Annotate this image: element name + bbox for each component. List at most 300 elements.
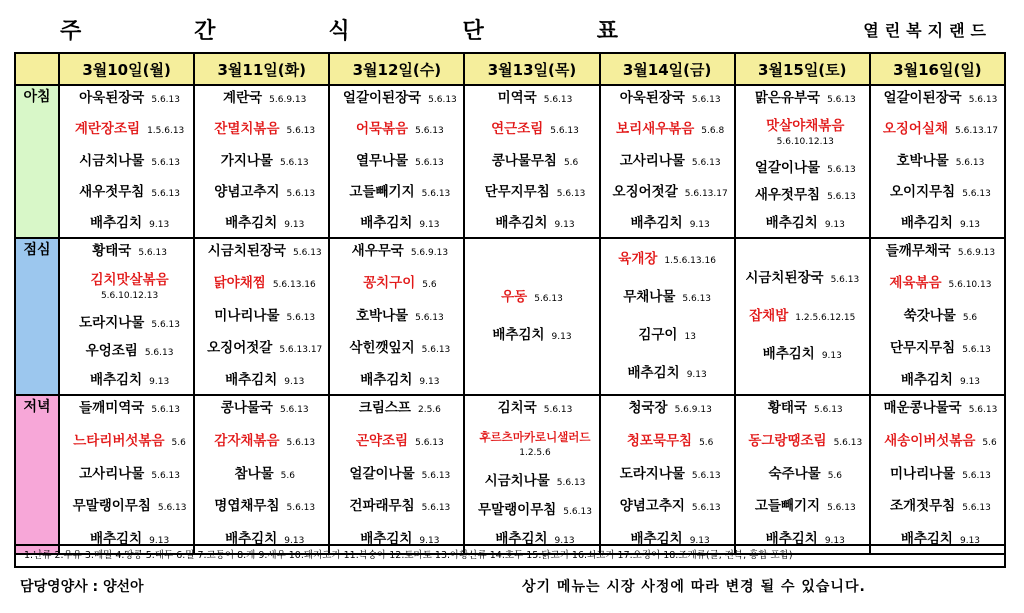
menu-item (611, 400, 730, 418)
corner-cell (15, 53, 59, 85)
dish-name: 황태국 (92, 243, 132, 259)
allergy-codes: 5.6.13 (962, 344, 991, 355)
dish-name: 양념고추지 (214, 183, 280, 200)
menu-item (475, 400, 594, 418)
menu-item (340, 215, 459, 233)
allergy-codes: 5.6.13 (962, 188, 991, 199)
menu-cell (329, 238, 464, 395)
menu-item (881, 400, 1000, 418)
allergy-codes: 5.6.10.12.13 (100, 290, 159, 301)
menu-cell (735, 238, 870, 395)
menu-cell (600, 85, 735, 238)
meal-row (15, 238, 1005, 395)
menu-item (475, 153, 594, 171)
allergy-codes: 5.6.13 (955, 157, 985, 168)
dish-name: 건파래무침 (349, 498, 415, 515)
weekly-menu-table (14, 52, 1006, 555)
allergy-codes: 5.6.13 (157, 503, 187, 514)
allergy-codes: 5.6.13 (833, 437, 863, 448)
menu-item (70, 498, 189, 516)
allergy-codes: 5.6 (171, 437, 186, 448)
menu-cell (194, 395, 329, 554)
dish-name: 잡채밥 (749, 307, 789, 324)
menu-item (746, 498, 865, 516)
allergy-codes: 2.5.6 (417, 405, 441, 415)
menu-item-list (871, 396, 1004, 553)
menu-item (340, 184, 459, 202)
menu-item-list (601, 86, 734, 237)
allergy-codes: 5.6.13 (827, 164, 856, 175)
allergy-codes: 1.5.6.13.16 (664, 255, 716, 266)
dish-name: 조개젓무침 (889, 498, 956, 515)
dish-name: 배추김치 (495, 215, 548, 231)
dish-name: 맛살야채볶음 (766, 117, 845, 134)
dish-name: 배추김치 (360, 372, 413, 388)
allergy-codes: 5.6 (563, 157, 579, 168)
menu-item (340, 90, 459, 108)
dish-name: 숙주나물 (768, 465, 821, 482)
allergy-codes: 5.6.13 (415, 437, 444, 448)
allergy-codes: 5.6.8 (701, 126, 725, 137)
menu-item-list (195, 86, 328, 237)
menu-item (746, 118, 865, 150)
allergy-codes: 5.6 (699, 437, 714, 448)
dish-name: 들깨미역국 (79, 400, 145, 416)
day-header: 3월11일(화) (194, 53, 329, 85)
dish-name: 계란국 (223, 90, 263, 106)
dish-name: 얼갈이된장국 (883, 90, 962, 106)
menu-item (881, 275, 1000, 293)
allergy-codes: 5.6 (962, 312, 978, 323)
dish-name: 닭야채찜 (213, 275, 266, 292)
allergy-codes: 1.2.5.6 (519, 448, 551, 459)
dish-name: 시금치된장국 (207, 243, 287, 259)
dish-name: 콩나물국 (220, 400, 273, 416)
dish-name: 배추김치 (225, 215, 278, 231)
dish-name: 청포묵무침 (626, 432, 693, 449)
day-header: 3월13일(목) (464, 53, 599, 85)
dish-name: 우엉조림 (85, 343, 138, 360)
menu-item (205, 498, 324, 516)
allergy-codes: 5.6.9.13 (269, 95, 307, 105)
day-header: 3월10일(월) (59, 53, 194, 85)
allergy-codes: 5.6 (827, 470, 843, 481)
allergy-codes: 1.2.5.6.12.15 (795, 312, 856, 323)
menu-item-list (465, 396, 598, 553)
allergy-codes: 5.6.13 (286, 188, 316, 199)
allergy-codes: 5.6.13 (151, 157, 180, 168)
menu-cell (329, 85, 464, 238)
allergy-codes: 5.6.13 (827, 503, 856, 514)
menu-item (611, 433, 730, 451)
dish-name: 배추김치 (762, 345, 815, 362)
dish-name: 매운콩나물국 (883, 400, 962, 416)
dish-name: 청국장 (628, 400, 668, 416)
menu-item (881, 498, 1000, 516)
allergy-codes: 5.6.13 (293, 248, 322, 258)
dish-name: 아욱된장국 (79, 90, 145, 106)
allergy-codes: 9.13 (419, 220, 440, 230)
dish-name: 어묵볶음 (355, 121, 409, 138)
allergy-codes: 5.6.13 (814, 405, 843, 415)
menu-item-list (330, 396, 463, 553)
dish-name: 가지나물 (220, 152, 273, 169)
dish-name: 콩나물무침 (491, 152, 557, 169)
allergy-codes: 5.6.9.13 (957, 248, 996, 258)
allergy-codes: 13 (684, 331, 696, 342)
dish-name: 배추김치 (360, 215, 413, 231)
allergy-codes: 9.13 (689, 536, 710, 546)
allergy-codes: 5.6.13 (691, 470, 721, 481)
allergy-codes: 5.6.13 (827, 192, 856, 203)
allergy-codes: 5.6.10.13 (948, 280, 992, 291)
dish-name: 육개장 (618, 250, 658, 267)
dish-name: 고들빼기지 (349, 183, 415, 200)
menu-item (501, 289, 563, 307)
dish-name: 배추김치 (89, 215, 143, 231)
allergy-codes: 5.6.9.13 (674, 405, 712, 415)
dietitian-name: 담당영양사 : 양선아 (20, 579, 144, 595)
menu-item (475, 429, 594, 461)
menu-item (611, 153, 730, 171)
menu-item (70, 272, 189, 304)
menu-item (205, 243, 324, 261)
title-char: 간 (194, 19, 218, 44)
allergy-codes: 5.6.13 (144, 348, 174, 359)
meal-row (15, 85, 1005, 238)
menu-item (70, 315, 189, 333)
allergy-codes: 9.13 (959, 536, 981, 546)
menu-cell (464, 238, 599, 395)
day-header-row (15, 53, 1005, 85)
dish-name: 느타리버섯볶음 (73, 432, 165, 449)
menu-item (475, 121, 594, 139)
menu-item (611, 90, 730, 108)
menu-cell (59, 85, 194, 238)
menu-item (881, 243, 1000, 261)
menu-cell (870, 85, 1005, 238)
menu-item (749, 308, 855, 326)
menu-item (475, 215, 594, 233)
dish-name: 김치맛살볶음 (90, 271, 169, 288)
allergy-codes: 1.5.6.13 (147, 126, 185, 137)
dish-name: 제육볶음 (889, 275, 942, 292)
dish-name: 크림스프 (358, 400, 411, 416)
title-char: 주 (60, 19, 84, 44)
title-char: 식 (328, 19, 352, 44)
menu-cell (59, 395, 194, 554)
day-header: 3월15일(토) (735, 53, 870, 85)
allergy-codes: 5.6.13 (428, 95, 457, 105)
dish-name: 쑥갓나물 (903, 307, 956, 324)
allergy-codes: 5.6.13 (691, 503, 721, 514)
menu-item-list (871, 86, 1004, 237)
dish-name: 우동 (501, 288, 528, 305)
menu-item (340, 400, 459, 418)
menu-item (881, 308, 1000, 326)
allergy-codes: 5.6.13.17 (955, 126, 998, 137)
allergy-codes: 9.13 (149, 377, 170, 387)
menu-item (881, 90, 1000, 108)
allergy-codes: 5.6.13 (556, 477, 586, 488)
menu-item (70, 90, 189, 108)
menu-item (340, 275, 459, 293)
menu-cell (870, 395, 1005, 554)
allergy-codes: 5.6.13 (286, 312, 316, 323)
menu-item (340, 153, 459, 171)
allergy-codes: 5.6 (280, 470, 295, 481)
menu-item (205, 372, 324, 390)
menu-item (881, 215, 1000, 233)
menu-item (340, 372, 459, 390)
allergy-codes: 5.6.13 (962, 470, 991, 481)
menu-item-list (465, 239, 598, 394)
dish-name: 배추김치 (900, 372, 953, 388)
menu-item (205, 433, 324, 451)
dish-name: 고사리나물 (79, 465, 145, 482)
allergy-codes: 5.6.13 (830, 274, 860, 285)
menu-item-list (60, 396, 193, 553)
menu-cell (329, 395, 464, 554)
allergy-codes: 9.13 (821, 350, 842, 361)
menu-item (70, 372, 189, 390)
allergy-codes: 5.6.10.12.13 (776, 136, 834, 147)
allergy-codes: 5.6.13 (421, 344, 451, 355)
dish-name: 단무지무침 (484, 183, 550, 200)
allergy-codes: 9.13 (824, 536, 845, 546)
dish-name: 배추김치 (765, 215, 818, 231)
allergy-codes: 5.6.13 (968, 95, 998, 105)
allergy-codes: 5.6.13 (286, 503, 316, 514)
allergy-codes: 5.6.13 (286, 126, 316, 137)
dish-name: 호박나물 (355, 307, 409, 324)
menu-item (340, 498, 459, 516)
allergy-codes: 5.6.13 (415, 126, 444, 137)
allergy-codes: 5.6.13 (421, 188, 451, 199)
dish-name: 얼갈이나물 (349, 465, 415, 482)
title-char: 단 (462, 19, 486, 44)
menu-item (881, 340, 1000, 358)
menu-item (746, 160, 865, 178)
menu-item (340, 121, 459, 139)
menu-cell (464, 85, 599, 238)
dish-name: 후르츠마카로니샐러드 (479, 430, 591, 445)
allergy-codes: 5.6.13 (827, 95, 856, 105)
dish-name: 배추김치 (900, 215, 953, 231)
menu-item (881, 153, 1000, 171)
allergy-codes: 9.13 (149, 536, 170, 546)
dish-name: 무말랭이무침 (72, 498, 151, 515)
menu-item (205, 340, 324, 358)
allergy-codes: 5.6.13 (563, 506, 592, 517)
dish-name: 오징어젓갈 (207, 339, 273, 356)
dish-name: 배추김치 (900, 531, 953, 547)
meal-row (15, 395, 1005, 554)
menu-item (746, 90, 865, 108)
menu-cell (735, 85, 870, 238)
meal-label: 아침 (15, 85, 59, 238)
dish-name: 참나물 (234, 465, 274, 482)
menu-item-list (871, 239, 1004, 394)
menu-item-list (601, 396, 734, 553)
menu-item (340, 340, 459, 358)
menu-item (70, 215, 189, 233)
page-title (60, 14, 620, 45)
allergy-codes: 5.6.13 (279, 157, 309, 168)
menu-item (746, 400, 865, 418)
allergy-codes: 9.13 (551, 331, 572, 342)
allergy-codes: 5.6.13 (421, 503, 451, 514)
dish-name: 새우무국 (351, 243, 404, 259)
dish-name: 오이지무침 (889, 183, 956, 200)
menu-item (205, 153, 324, 171)
menu-item (611, 121, 730, 139)
menu-item (70, 466, 189, 484)
menu-item (746, 433, 865, 451)
dish-name: 아욱된장국 (619, 90, 685, 106)
dish-name: 고들빼기지 (754, 498, 821, 515)
dish-name: 도라지나물 (619, 465, 685, 482)
allergy-codes: 5.6.13 (151, 470, 180, 481)
allergy-codes: 5.6.13 (682, 293, 712, 304)
allergy-codes: 9.13 (689, 220, 710, 230)
allergy-codes: 9.13 (419, 536, 440, 546)
allergy-codes: 9.13 (554, 220, 575, 230)
menu-item (340, 243, 459, 261)
menu-item (205, 90, 324, 108)
allergy-codes: 5.6 (422, 280, 437, 291)
dish-name: 오징어젓갈 (612, 183, 678, 200)
allergy-codes: 5.6.13.16 (272, 280, 316, 291)
allergy-codes: 9.13 (959, 377, 981, 387)
dish-name: 도라지나물 (79, 314, 145, 331)
dish-name: 김구이 (638, 326, 678, 343)
allergy-codes: 5.6.9.13 (410, 248, 449, 258)
allergy-codes: 5.6.13.17 (684, 188, 728, 199)
allergy-codes: 9.13 (284, 220, 305, 230)
menu-cell (600, 238, 735, 395)
dish-name: 미나리나물 (889, 465, 956, 482)
menu-item (205, 215, 324, 233)
dish-name: 삭힌깻잎지 (349, 339, 415, 356)
day-header: 3월12일(수) (329, 53, 464, 85)
dish-name: 배추김치 (89, 372, 143, 388)
menu-item (492, 327, 571, 345)
menu-item (611, 466, 730, 484)
allergy-codes: 9.13 (284, 377, 305, 387)
day-header: 3월16일(일) (870, 53, 1005, 85)
dish-name: 무말랭이무침 (478, 501, 557, 518)
allergy-codes: 9.13 (149, 220, 170, 230)
menu-item (475, 473, 594, 491)
allergy-codes: 5.6.13 (691, 157, 721, 168)
allergy-codes: 5.6.13 (286, 437, 316, 448)
allergy-codes: 5.6.13 (962, 503, 991, 514)
dish-name: 미역국 (497, 90, 537, 106)
menu-item (205, 184, 324, 202)
menu-cell (600, 395, 735, 554)
menu-item-list (736, 239, 869, 394)
menu-item (340, 308, 459, 326)
allergy-codes: 9.13 (419, 377, 440, 387)
menu-item (746, 466, 865, 484)
allergy-legend: 1.난류 2.우유 3.메밀 4.땅콩 5.대두 6.밀 7.고등어 8.게 9.새우 10.돼지고기 11.복숭아 12.토마토 13.아황산류 14.호두 15.닭고기 16.쇠고기 17.오징어 18.조개류(굴, 전복, 홍합 포함) (14, 544, 1006, 568)
dish-name: 배추김치 (89, 531, 143, 547)
menu-item (618, 251, 716, 269)
menu-item (745, 270, 859, 288)
menu-item (70, 121, 189, 139)
menu-item (475, 90, 594, 108)
menu-item-list (330, 239, 463, 394)
meal-label: 점심 (15, 238, 59, 395)
dish-name: 배추김치 (630, 531, 683, 547)
allergy-codes: 5.6.13 (138, 248, 167, 258)
allergy-codes: 9.13 (959, 220, 981, 230)
dish-name: 고사리나물 (619, 152, 685, 169)
menu-item (611, 184, 730, 202)
menu-item (205, 275, 324, 293)
menu-item (205, 121, 324, 139)
menu-item-list (736, 396, 869, 553)
dish-name: 곤약조림 (355, 432, 409, 449)
dish-name: 단무지무침 (889, 339, 956, 356)
menu-item (70, 433, 189, 451)
dish-name: 열무나물 (355, 152, 409, 169)
menu-item (881, 121, 1000, 139)
menu-item (611, 498, 730, 516)
dish-name: 보리새우볶음 (616, 121, 695, 138)
menu-item-list (330, 86, 463, 237)
allergy-codes: 5.6.13.17 (279, 344, 323, 355)
menu-item-list (736, 86, 869, 237)
dish-name: 배추김치 (492, 326, 545, 343)
menu-item (205, 400, 324, 418)
dish-name: 얼갈이나물 (754, 159, 821, 176)
dish-name: 명엽채무침 (214, 498, 280, 515)
dish-name: 배추김치 (765, 531, 818, 547)
dish-name: 배추김치 (225, 531, 278, 547)
menu-cell (870, 238, 1005, 395)
menu-item (628, 365, 707, 383)
menu-item (340, 433, 459, 451)
menu-item (70, 153, 189, 171)
dish-name: 연근조림 (491, 121, 544, 138)
dish-name: 시금치나물 (79, 152, 145, 169)
menu-item (205, 466, 324, 484)
dish-name: 시금치된장국 (745, 269, 824, 286)
allergy-codes: 5.6.13 (543, 405, 573, 415)
menu-cell (464, 395, 599, 554)
menu-item (881, 184, 1000, 202)
change-notice: 상기 메뉴는 시장 사정에 따라 변경 될 수 있습니다. (522, 579, 866, 595)
allergy-codes: 5.6.13 (279, 405, 309, 415)
dish-name: 시금치나물 (484, 472, 550, 489)
dish-name: 배추김치 (627, 364, 680, 381)
menu-cell (194, 85, 329, 238)
dish-name: 얼갈이된장국 (342, 90, 422, 106)
dish-name: 호박나물 (896, 152, 949, 169)
dish-name: 동그랑땡조림 (748, 432, 827, 449)
dish-name: 잔멸치볶음 (214, 121, 280, 138)
menu-item (881, 466, 1000, 484)
menu-item-list (465, 86, 598, 237)
menu-item (475, 184, 594, 202)
menu-cell (735, 395, 870, 554)
menu-item (475, 502, 594, 520)
menu-item (611, 215, 730, 233)
dish-name: 새송이버섯볶음 (884, 432, 976, 449)
day-header: 3월14일(금) (600, 53, 735, 85)
